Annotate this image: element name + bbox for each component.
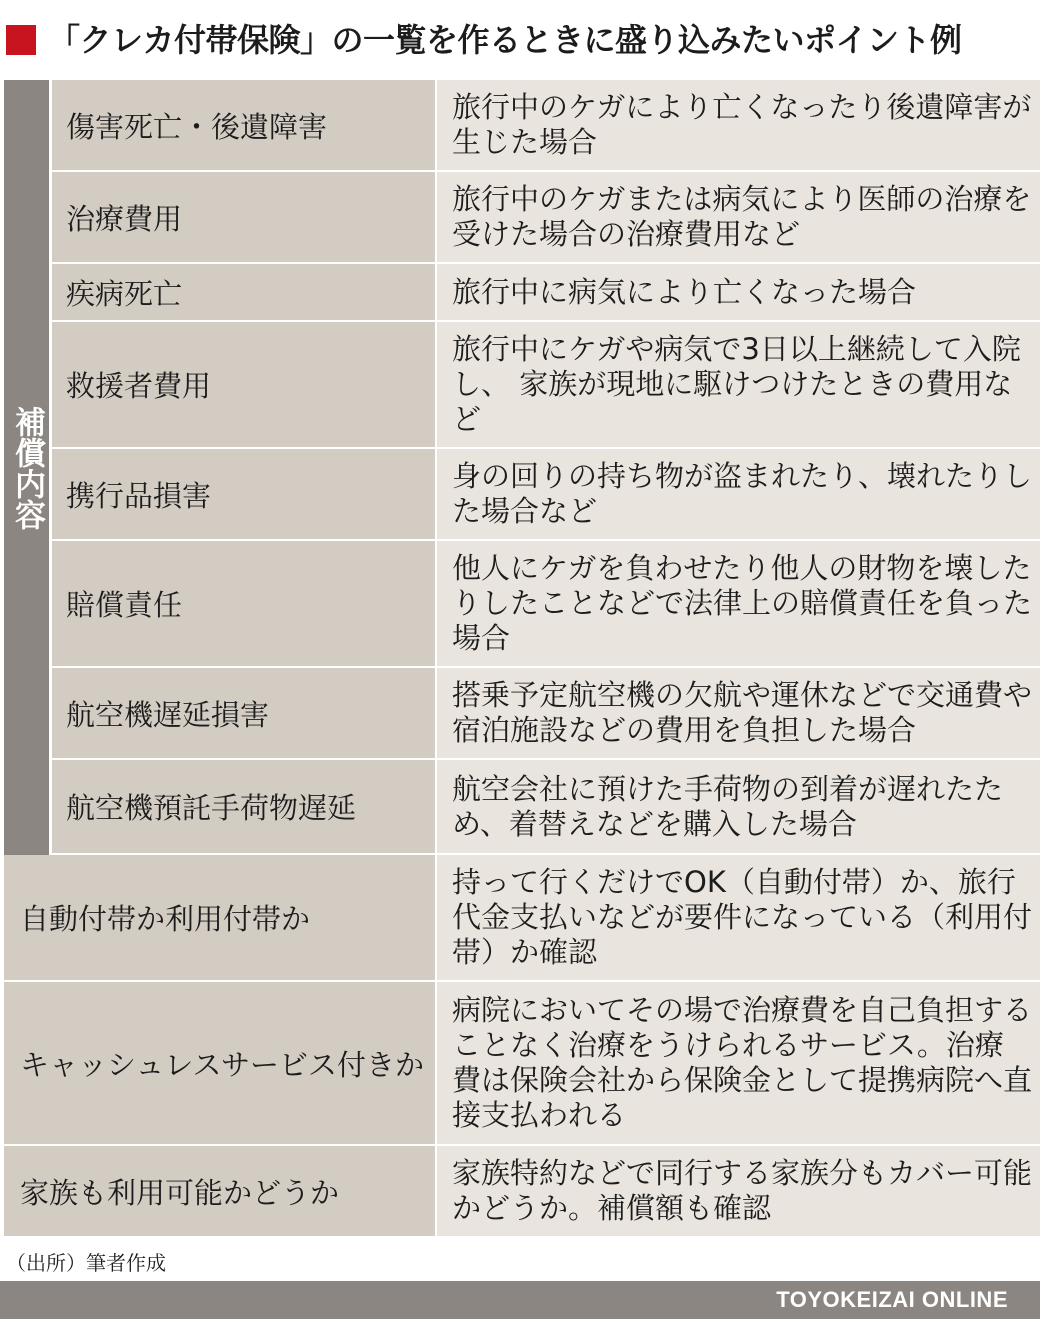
table-row [0,541,1040,666]
row-label: 救援者費用 [52,322,435,447]
row-description-text: 持って行くだけでOK（自動付帯）か、旅行代金支払いなどが要件になっている（利用付帯）か確認 [452,865,1033,969]
row-description [437,982,1040,1144]
row-description [437,322,1040,447]
row-label: 傷害死亡・後遺障害 [52,80,435,170]
footer-bar [0,1281,1040,1319]
row-label: 疾病死亡 [52,264,435,320]
row-description [437,760,1040,853]
row-label: 家族も利用可能かどうか [4,1146,435,1236]
row-description [437,1146,1040,1236]
table-row [0,449,1040,539]
row-description [437,668,1040,758]
chart-title-row [0,0,1040,80]
row-description [437,80,1040,170]
row-description [437,855,1040,980]
row-label: 航空機遅延損害 [52,668,435,758]
row-description [437,172,1040,262]
row-description-text: 身の回りの持ち物が盗まれたり、壊れたりした場合など [452,459,1033,528]
table-row [0,172,1040,262]
row-label: 航空機預託手荷物遅延 [52,760,435,853]
table-row [0,80,1040,170]
row-description [437,264,1040,320]
table-row [0,760,1040,853]
table-row [0,322,1040,447]
row-description [437,541,1040,666]
table-row [0,982,1040,1144]
row-description-text: 家族特約などで同行する家族分もカバー可能かどうか。補償額も確認 [452,1156,1033,1225]
group-label-text: 補償内容 [9,405,45,530]
row-description-text: 航空会社に預けた手荷物の到着が遅れたため、着替えなどを購入した場合 [452,771,1004,841]
table-row [0,855,1040,980]
row-description [437,449,1040,539]
title-marker-square-icon [6,25,36,55]
footer-brand: TOYOKEIZAI ONLINE [776,1287,1008,1312]
row-description-text: 旅行中に病気により亡くなった場合 [452,274,917,309]
row-description-text: 他人にケガを負わせたり他人の財物を壊したりしたことなどで法律上の賠償責任を負った場合 [452,551,1033,655]
row-label: 携行品損害 [52,449,435,539]
table-row [0,1146,1040,1236]
row-description-text: 搭乗予定航空機の欠航や運休などで交通費や宿泊施設などの費用を負担した場合 [452,678,1033,747]
row-description-text: 旅行中のケガまたは病気により医師の治療を受けた場合の治療費用など [452,182,1032,251]
row-label: 自動付帯か利用付帯か [4,855,435,980]
table-row [0,264,1040,320]
chart-title: 「クレカ付帯保険」の一覧を作るときに盛り込みたいポイント例 [48,21,962,59]
source-note: （出所）筆者作成 [6,1251,166,1275]
row-description-text: 旅行中にケガや病気で3日以上継続して入院し、 家族が現地に駆けつけたときの費用など [452,332,1021,436]
row-label: 治療費用 [52,172,435,262]
row-description-text: 病院においてその場で治療費を自己負担することなく治療をうけられるサービス。治療費は保険会社から保険金として提携病院へ直接支払われる [452,993,1033,1132]
row-description-text: 旅行中のケガにより亡くなったり後遺障害が生じた場合 [452,90,1032,159]
row-label: キャッシュレスサービス付きか [4,982,435,1144]
row-label: 賠償責任 [52,541,435,666]
table-row [0,668,1040,758]
